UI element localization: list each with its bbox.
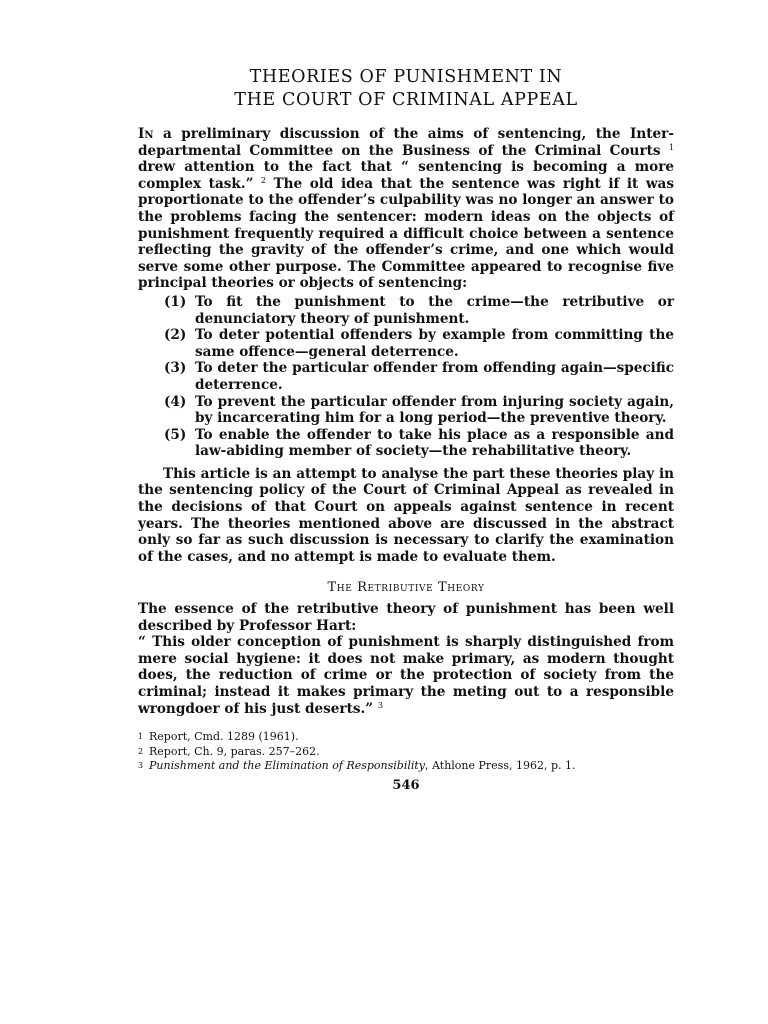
intro-dropcap: In bbox=[138, 126, 154, 142]
list-item-number: (5) bbox=[164, 426, 187, 443]
footnote-text bbox=[149, 745, 320, 760]
footnote-3 bbox=[138, 759, 674, 774]
article-body bbox=[138, 126, 674, 794]
footnote-text bbox=[149, 759, 575, 774]
footnotes bbox=[138, 730, 674, 774]
list-item-number: (2) bbox=[164, 327, 187, 344]
footnote-number: 3 bbox=[138, 761, 144, 771]
analysis-paragraph: This article is an attempt to analyse the part these theories play in the sentencing policy of the Court of Criminal Appeal as revealed in the decisions of that Court on appeals against sentence in recent years. The theories mentioned above are discussed in the abstract only so far as such discussion is necessary to clarify the examination of the cases, and no attempt is made to evaluate them. bbox=[138, 465, 674, 565]
hart-quote bbox=[138, 634, 674, 717]
list-item-text: To prevent the particular offender from injuring society again, by incarcerating him for a long period—the preventive theory. bbox=[195, 393, 674, 427]
list-item-number: (3) bbox=[164, 360, 187, 377]
intro-text-1: a preliminary discussion of the aims of sentencing, the Inter-departmental Committee on the Business of the Criminal Courts bbox=[138, 126, 674, 159]
list-item-number: (1) bbox=[164, 293, 187, 310]
list-item-number: (4) bbox=[164, 393, 187, 410]
footnote-publisher: , Athlone Press, 1962, p. 1. bbox=[425, 759, 576, 773]
footnote-1 bbox=[138, 730, 674, 745]
intro-text-2: drew attention to the fact that “ sentencing is becoming a more complex task.” bbox=[138, 159, 674, 192]
footnote-text-plain: Report, Ch. 9, paras. 257–262. bbox=[149, 744, 320, 758]
article-title bbox=[138, 66, 674, 112]
quote-text: “ This older conception of punishment is sharply distinguished from mere social hygiene: it does not make primary, as modern thought does, the reduction of crime or the protection of society from the criminal; instead it makes primary the meting out to a responsible wrongdoer of his just deserts.” bbox=[138, 634, 674, 717]
footnote-text bbox=[149, 730, 299, 745]
title-line-2: THE COURT OF CRIMINAL APPEAL bbox=[234, 90, 578, 110]
footnote-text-plain: Report, Cmd. 1289 (1961). bbox=[149, 730, 299, 744]
footnote-ref-2: 2 bbox=[260, 175, 266, 185]
list-item-text: To enable the offender to take his place as a responsible and law-abiding member of society—the rehabilitative theory. bbox=[195, 426, 674, 460]
document-page bbox=[138, 66, 674, 794]
retributive-intro-paragraph: The essence of the retributive theory of punishment has been well described by Professor Hart: bbox=[138, 601, 674, 634]
list-item bbox=[164, 394, 674, 427]
footnote-book-title: Punishment and the Elimination of Responsibility bbox=[149, 759, 426, 773]
title-line-1: THEORIES OF PUNISHMENT IN bbox=[249, 67, 563, 87]
list-item-text: To fit the punishment to the crime—the retributive or denunciatory theory of punishment. bbox=[195, 293, 674, 327]
intro-paragraph bbox=[138, 126, 674, 292]
footnote-2 bbox=[138, 745, 674, 760]
list-item bbox=[164, 360, 674, 393]
footnote-ref-3: 3 bbox=[377, 700, 383, 710]
footnote-number: 1 bbox=[138, 732, 144, 742]
footnote-number: 2 bbox=[138, 746, 144, 756]
list-item bbox=[164, 294, 674, 327]
intro-text-3: The old idea that the sentence was right if it was proportionate to the offender’s culpability was no longer an answer to the problems facing the sentencer: modern ideas on the objects of punishment frequently required a difficult choice between a sentence reflecting the gravity of the offender’s crime, and one which would serve some other purpose. The Committee appeared to recognise five principal theories or objects of sentencing: bbox=[138, 175, 674, 292]
footnote-ref-1: 1 bbox=[668, 142, 674, 152]
list-item-text: To deter the particular offender from offending again—specific deterrence. bbox=[195, 360, 674, 393]
page-number: 546 bbox=[392, 777, 420, 793]
theories-list bbox=[138, 294, 674, 460]
list-item bbox=[164, 327, 674, 360]
section-heading: The Retributive Theory bbox=[327, 580, 485, 596]
list-item bbox=[164, 427, 674, 460]
list-item-text: To deter potential offenders by example from committing the same offence—general deterrence. bbox=[195, 327, 674, 360]
